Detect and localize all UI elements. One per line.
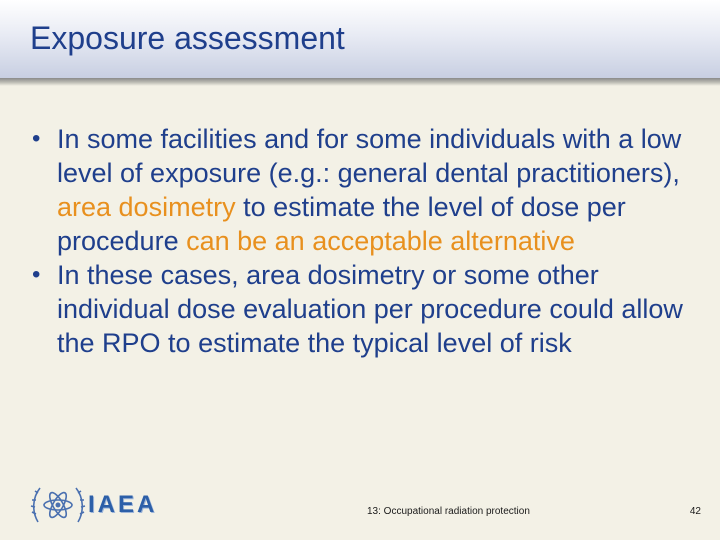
footer-caption: 13: Occupational radiation protection [367,506,530,517]
bullet-text: In some facilities and for some individuals with a low level of exposure (e.g.: general dental practitioners), [57,124,682,188]
title-bar [0,0,720,78]
bullet-item-2 [32,258,702,360]
bullet-dot-icon: • [32,125,41,152]
slide-title: Exposure assessment [30,20,345,56]
iaea-emblem-icon [30,480,86,530]
bullet-text: to estimate the level of dose per procedure [57,192,626,256]
iaea-wordmark: IAEA [88,491,158,518]
bullet-item-1 [32,122,702,258]
page-number: 42 [689,506,701,517]
highlight-text: can be an acceptable alternative [186,226,575,256]
highlight-text: area dosimetry [57,192,236,222]
bullet-text: In these cases, area dosimetry or some other individual dose evaluation per procedure could allow the RPO to estimate the typical level of risk [57,260,683,358]
bullet-list [32,122,702,360]
bullet-dot-icon: • [32,261,41,288]
title-bar-shadow [0,78,720,86]
